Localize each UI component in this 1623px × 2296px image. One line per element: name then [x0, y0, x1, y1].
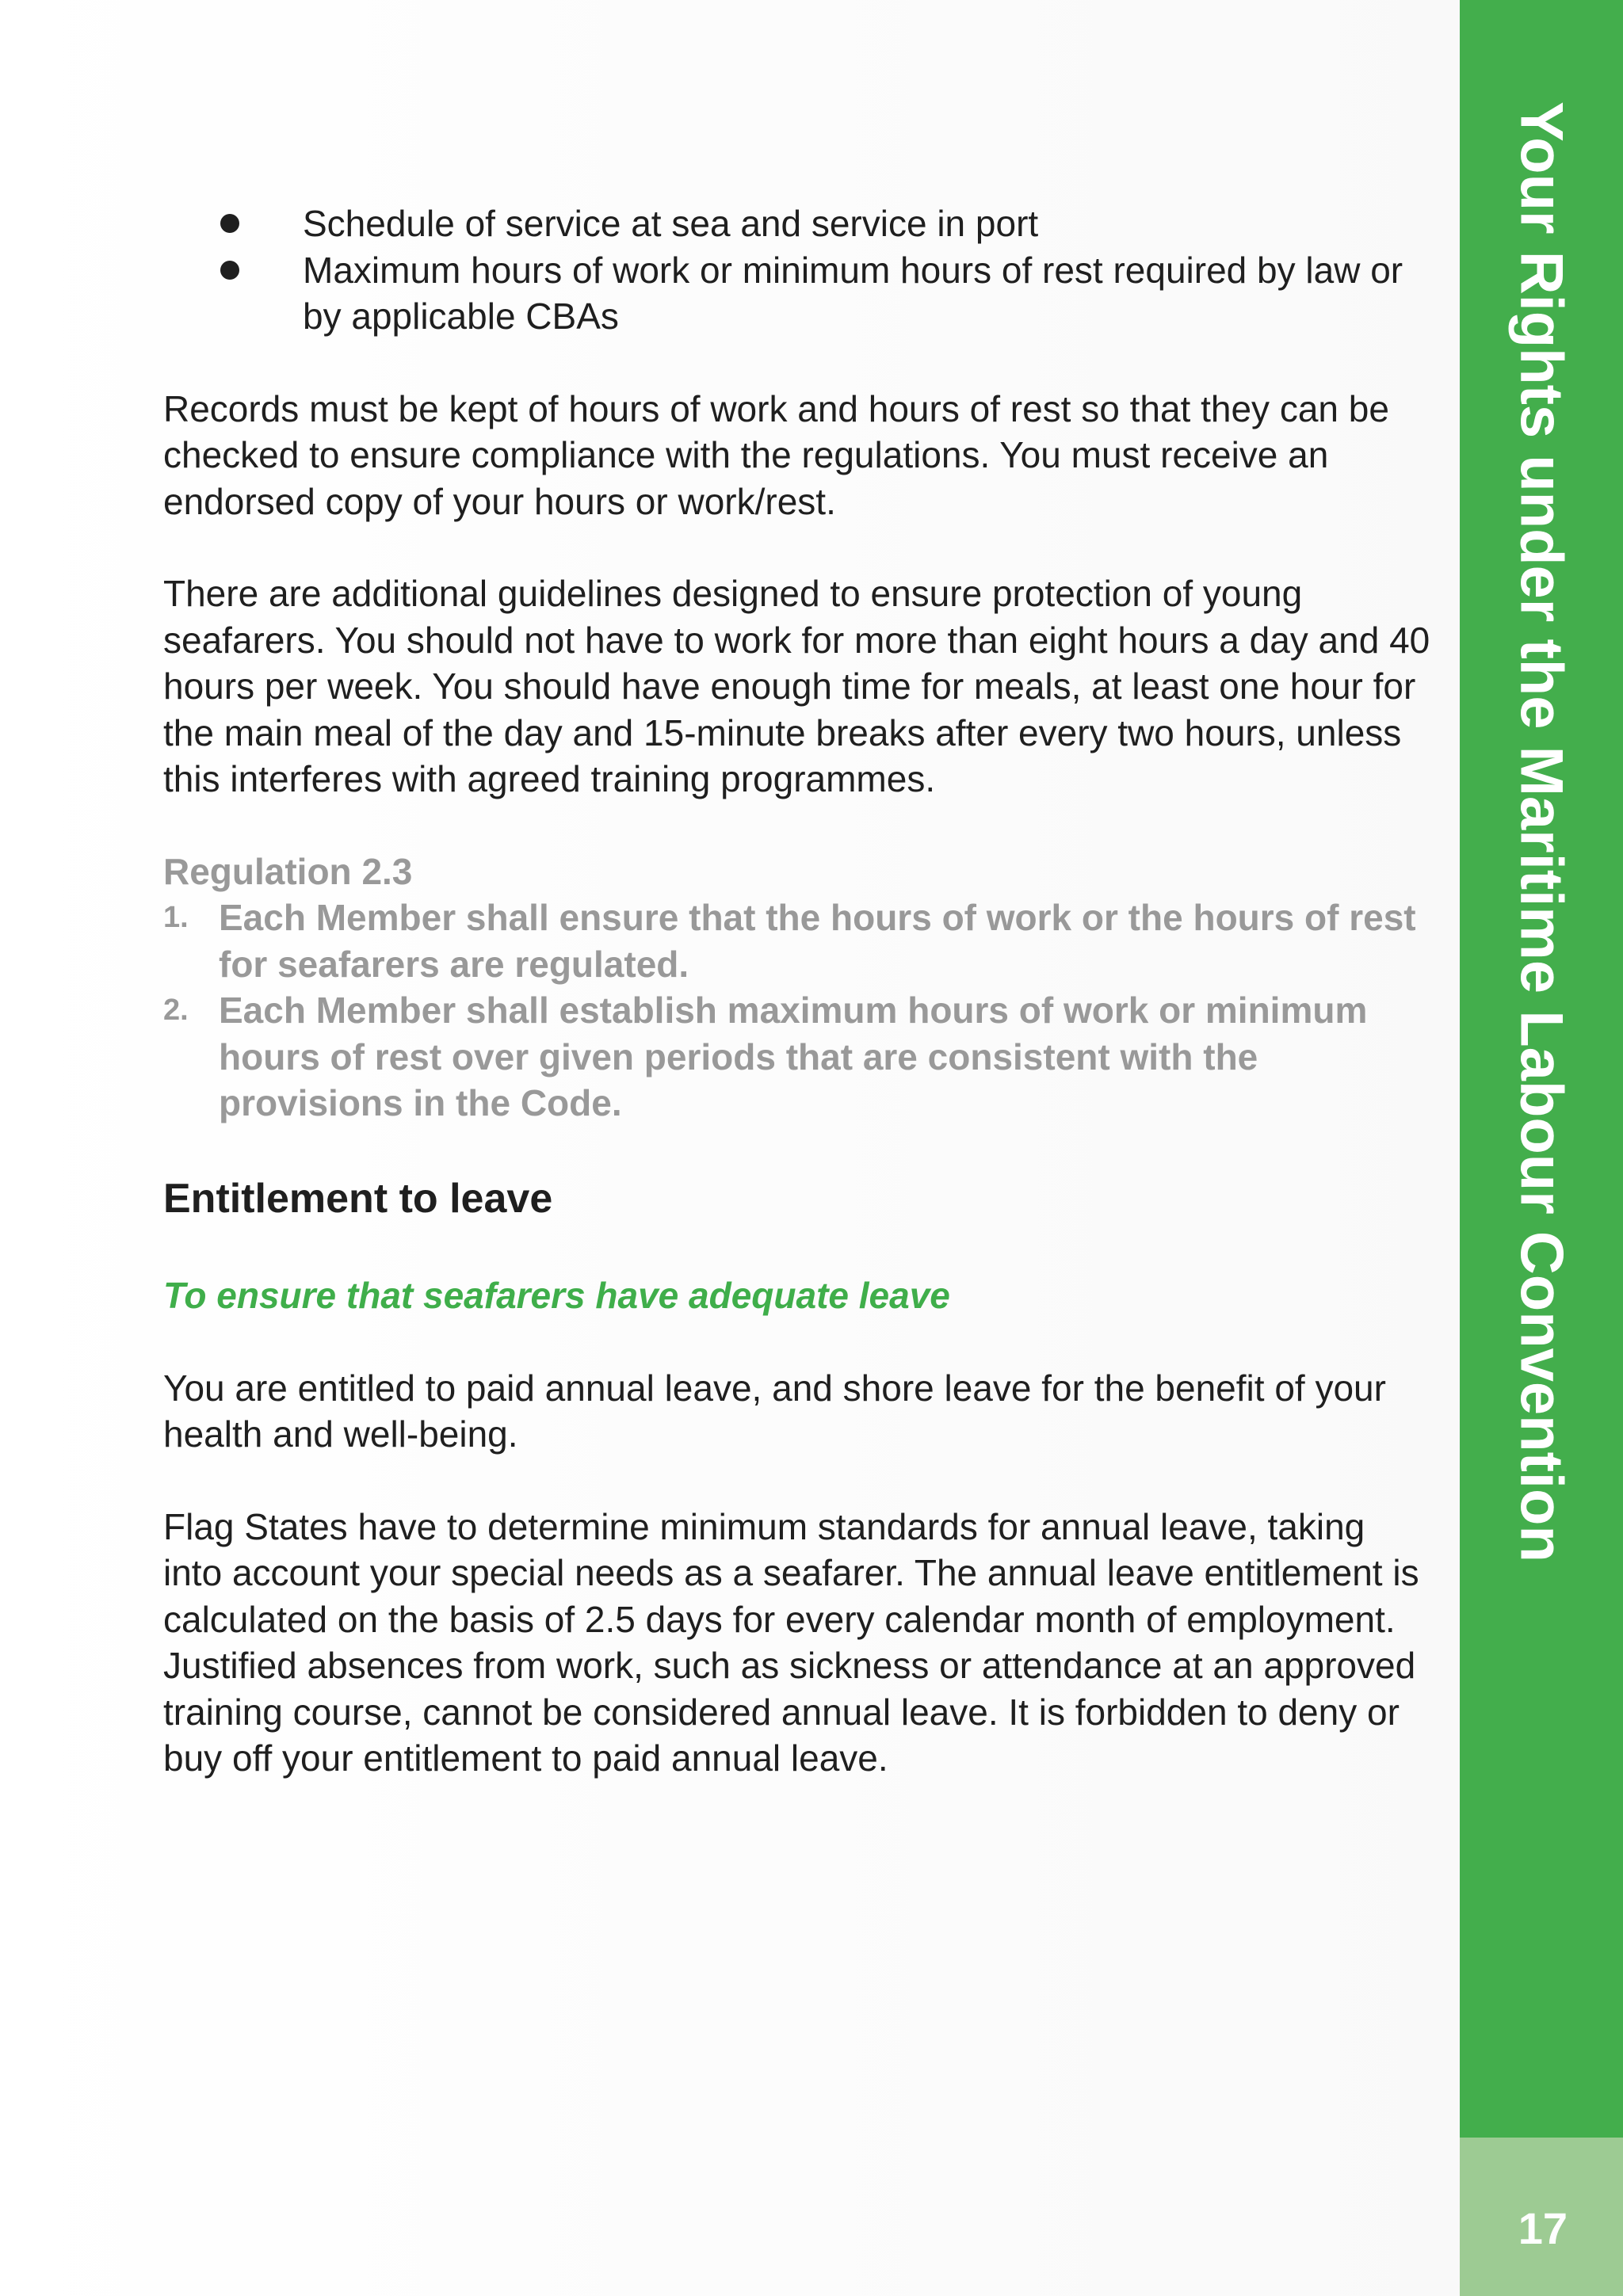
- bullet-list: [163, 200, 1431, 340]
- main-content: [163, 200, 1431, 1782]
- list-item: [163, 247, 1431, 340]
- page-number-tab: [1460, 2138, 1623, 2296]
- paragraph-young-seafarers: There are additional guidelines designed to ensure protection of young seafarers. You should not have to work for more than eight hours a day and 40 hours per week. You should have enough time for meals, at least one hour for the main meal of the day and 15-minute breaks after every two hours, unless this interferes with agreed training programmes.: [163, 573, 1430, 799]
- regulation-text: Each Member shall establish maximum hours of work or minimum hours of rest over given periods that are consistent with the provisions in the Code.: [219, 990, 1368, 1123]
- bullet-text: Maximum hours of work or minimum hours of rest required by law or by applicable CBAs: [303, 249, 1403, 337]
- bullet-icon: [220, 214, 239, 233]
- list-item: [163, 200, 1431, 247]
- regulation-item: [163, 894, 1431, 987]
- paragraph-records: Records must be kept of hours of work and hours of rest so that they can be checked to ensure compliance with the regulations. You must receive an endorsed copy of your hours or work/rest.: [163, 387, 1389, 522]
- section-aim: To ensure that seafarers have adequate leave: [163, 1275, 950, 1316]
- regulation-number: 2.: [163, 994, 189, 1027]
- regulation-item: [163, 987, 1431, 1127]
- bullet-text: Schedule of service at sea and service in port: [303, 203, 1039, 244]
- paragraph-entitlement: You are entitled to paid annual leave, and shore leave for the benefit of your health and well-being.: [163, 1367, 1386, 1455]
- regulation-text: Each Member shall ensure that the hours of work or the hours of rest for seafarers are regulated.: [219, 897, 1416, 985]
- chapter-sidebar: [1460, 0, 1623, 2138]
- chapter-title: Your Rights under the Maritime Labour Convention: [1507, 101, 1575, 1562]
- page-number: 17: [1518, 2203, 1568, 2253]
- regulation-heading: Regulation 2.3: [163, 850, 413, 892]
- regulation-list: [163, 894, 1431, 1127]
- regulation-number: 1.: [163, 901, 189, 934]
- paragraph-flag-states: Flag States have to determine minimum standards for annual leave, taking into account your special needs as a seafarer. The annual leave entitlement is calculated on the basis of 2.5 days for every calendar month of employment. Justified absences from work, such as sickness or attendance at an approved training course, cannot be considered annual leave. It is forbidden to deny or buy off your entitlement to paid annual leave.: [163, 1505, 1419, 1779]
- section-heading: Entitlement to leave: [163, 1175, 553, 1222]
- bullet-icon: [220, 261, 239, 280]
